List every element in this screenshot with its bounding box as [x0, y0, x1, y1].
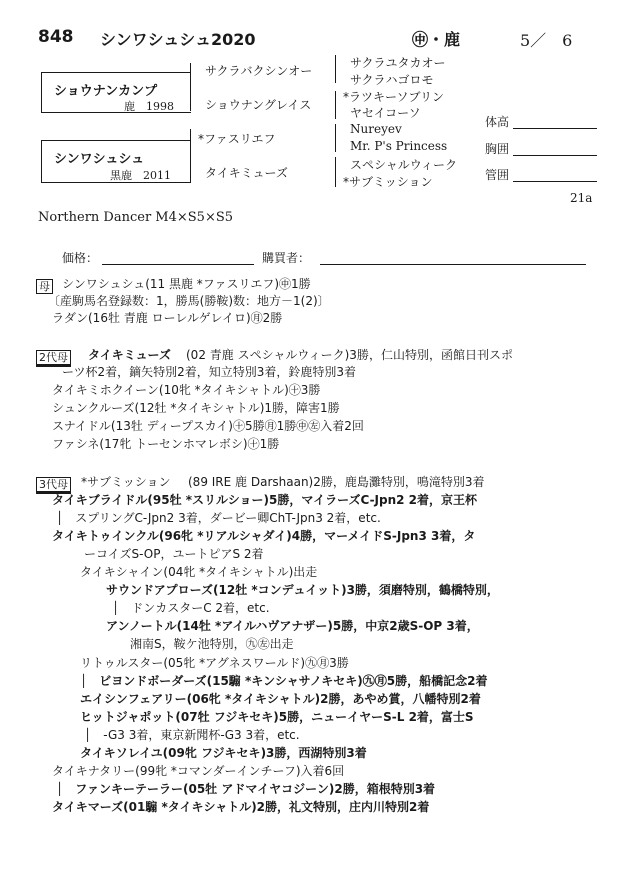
- girth-field[interactable]: [513, 155, 597, 156]
- buyer-field[interactable]: [320, 264, 586, 265]
- third-line-15: タイキソレイユ(09牝 フジキセキ)3勝，西湖特別3着: [80, 746, 367, 760]
- record-code: 21a: [570, 191, 593, 205]
- third-line-5: タイキシャイン(04牝 *タイキシャトル)出走: [80, 565, 318, 579]
- second-line-2: タイキミホクイーン(10牝 *タイキシャトル)㊉3勝: [52, 383, 321, 397]
- pedigree-bracket-dam: [41, 140, 42, 182]
- second-line-3: シュンクルーズ(12牡 *タイキシャトル)1勝，障害1勝: [52, 401, 340, 415]
- sire-color-year: 鹿 1998: [124, 100, 174, 113]
- third-line-17: │ ファンキーテーラー(05牡 アドマイヤコジーン)2勝，箱根特別3着: [56, 782, 436, 796]
- third-line-9: 湘南S，鞍ケ池特別，㊈㊧出走: [130, 637, 294, 651]
- dam-sire: *ファスリエフ: [198, 132, 276, 146]
- dam-name: シンワシュシュ: [54, 152, 145, 167]
- g3-8: *サブミッション: [343, 175, 433, 189]
- price-field[interactable]: [102, 264, 254, 265]
- third-line-14: │ -G3 3着，東京新聞杯-G3 3着，etc.: [84, 728, 300, 742]
- second-dam-tag: 2代母: [36, 346, 71, 365]
- third-line-1: タイキブライドル(95牡 *スリルショー)5勝，マイラーズC-Jpn2 2着，京王杯: [52, 493, 478, 507]
- second-line-5: ファシネ(17牝 トーセンホマレボシ)㊉1勝: [52, 437, 280, 451]
- inbreeding: Northern Dancer M4×S5×S5: [38, 210, 234, 225]
- third-line-6: サウンドアプローズ(12牡 *コンデュイット)3勝，須磨特別，鶴橋特別，: [106, 583, 499, 597]
- third-line-13: ヒットジャポット(07牡 フジキセキ)5勝，ニューイヤーS-L 2着，富士S: [80, 710, 474, 724]
- dam-dam: タイキミューズ: [205, 166, 288, 180]
- third-dam-name: *サブミッション: [81, 475, 171, 489]
- sex-color: ㊥・鹿: [412, 30, 461, 49]
- third-line-11: │ ビヨンドボーダーズ(15騸 *キンシャサノキセキ)㊈㊊5勝，船橋記念2着: [80, 674, 488, 688]
- third-dam-rest: (89 IRE 鹿 Darshaan)2勝，鹿島灘特別，鳴滝特別3着: [188, 475, 485, 489]
- g3-2: サクラハゴロモ: [350, 73, 434, 87]
- second-dam-name: タイキミューズ: [88, 348, 171, 362]
- third-line-16: タイキナタリー(99牝 *コマンダーインチーフ)入着6回: [52, 764, 345, 778]
- girth-label: 胸囲: [485, 142, 510, 156]
- third-line-12: エイシンフェアリー(06牝 *タイキシャトル)2勝，あやめ賞，八幡特別2着: [80, 692, 481, 706]
- third-line-3: タイキトゥインクル(96牝 *リアルシャダイ)4勝，マーメイドS-Jpn3 3着，タ: [52, 529, 476, 543]
- g3-7: スペシャルウィーク: [350, 158, 458, 172]
- dam-color-year: 黒鹿 2011: [110, 169, 171, 182]
- third-line-7: │ ドンカスターC 2着，etc.: [112, 601, 270, 615]
- horse-name: シンワシュシュ2020: [100, 30, 256, 49]
- third-line-10: リトゥルスター(05牝 *アグネスワールド)㊈㊊3勝: [80, 656, 349, 670]
- price-label: 価格：: [62, 251, 99, 265]
- pedigree-bracket-sire: [41, 72, 42, 112]
- g3-4: ヤセイコーソ: [350, 106, 421, 120]
- g3-3: *ラツキーソブリン: [343, 90, 445, 104]
- g3-6: Mr. P's Princess: [350, 139, 448, 153]
- height-label: 体高: [485, 115, 510, 129]
- third-line-18: タイキマーズ(01騸 *タイキシャトル)2勝，礼文特別，庄内川特別2着: [52, 800, 430, 814]
- foal-date: 5／ 6: [520, 31, 573, 50]
- dam-line-3: ラダン(16牡 青鹿 ローレルゲレイロ)㊊2勝: [52, 311, 283, 325]
- lot-number: 848: [38, 27, 74, 47]
- cannon-field[interactable]: [513, 181, 597, 182]
- second-line-1: ーツ杯2着，鏑矢特別2着，知立特別3着，鈴鹿特別3着: [62, 365, 357, 379]
- dam-section-tag: 母: [36, 275, 53, 294]
- third-line-2: │ スプリングC-Jpn2 3着，ダービー卿ChT-Jpn3 2着，etc.: [56, 511, 381, 525]
- dam-line-1: シンワシュシュ(11 黒鹿 *ファスリエフ)㊥1勝: [62, 277, 311, 291]
- sire-name: ショウナンカンプ: [54, 84, 158, 99]
- g3-5: Nureyev: [350, 122, 402, 136]
- g3-1: サクラユタカオー: [350, 56, 446, 70]
- third-line-4: ーコイズS-OP，ユートピアS 2着: [84, 547, 264, 561]
- height-field[interactable]: [513, 128, 597, 129]
- cannon-label: 管囲: [485, 168, 510, 182]
- third-line-8: アンノートル(14牡 *アイルハヴアナザー)5勝，中京2歳S-OP 3着，: [106, 619, 479, 633]
- sire-sire: サクラバクシンオー: [205, 64, 313, 78]
- third-dam-tag: 3代母: [36, 473, 71, 492]
- dam-line-2: 〔産駒馬名登録数：1，勝馬(勝鞍)数：地方－1(2)〕: [48, 294, 330, 308]
- buyer-label: 購買者：: [262, 251, 311, 265]
- second-dam-rest: (02 青鹿 スペシャルウィーク)3勝，仁山特別，函館日刊スポ: [186, 348, 513, 362]
- second-line-4: スナイドル(13牡 ディープスカイ)㊉5勝㊊1勝㊥㊧入着2回: [52, 419, 364, 433]
- sire-dam: ショウナングレイス: [205, 98, 312, 112]
